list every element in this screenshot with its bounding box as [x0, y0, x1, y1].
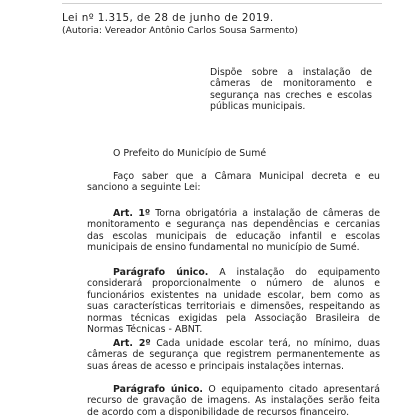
article-2: [87, 338, 380, 372]
article-1-label: Art. 1º: [113, 208, 151, 219]
article-2-paragraph-text: O equipamento citado apresentará recurso de gravação de imagens. As instalações serão feita de acordo com a disponibilidade de recursos financeiro.: [87, 384, 380, 418]
article-2-text: Cada unidade escolar terá, no mínimo, duas câmeras de segurança que registrem permanentemente as suas áreas de acesso e principais instalações internas.: [87, 338, 380, 372]
article-2-paragraph: [87, 384, 380, 418]
article-2-paragraph-label: Parágrafo único.: [113, 384, 203, 395]
article-1-text: Torna obrigatória a instalação de câmeras de monitoramento e segurança nas dependências e cercanias das escolas municipais de educação infantil e escolas municipais de ensino fundamental no município de Sumé.: [87, 208, 380, 254]
mayor-line: O Prefeito do Município de Sumé: [113, 148, 267, 159]
law-summary: Dispõe sobre a instalação de câmeras de monitoramento e segurança nas creches e escolas públicas municipais.: [210, 67, 372, 113]
article-1-paragraph: [87, 267, 380, 335]
article-1-paragraph-text: A instalação do equipamento considerará proporcionalmente o número de alunos e funcionários existentes na unidade escolar, bem como as suas características territoriais e dimensões, respeitando as normas técnicas exigidas pela Associação Brasileira de Normas Técnicas - ABNT.: [87, 267, 380, 336]
law-title: Lei nº 1.315, de 28 de junho de 2019.: [62, 12, 274, 24]
article-1-paragraph-label: Parágrafo único.: [113, 267, 209, 278]
law-author: (Autoria: Vereador Antônio Carlos Sousa Sarmento): [62, 25, 298, 36]
article-1: [87, 208, 380, 254]
enactment-clause: Faço saber que a Câmara Municipal decreta e eu sanciono a seguinte Lei:: [87, 171, 380, 194]
top-divider: [62, 3, 382, 4]
article-2-label: Art. 2º: [113, 338, 151, 349]
